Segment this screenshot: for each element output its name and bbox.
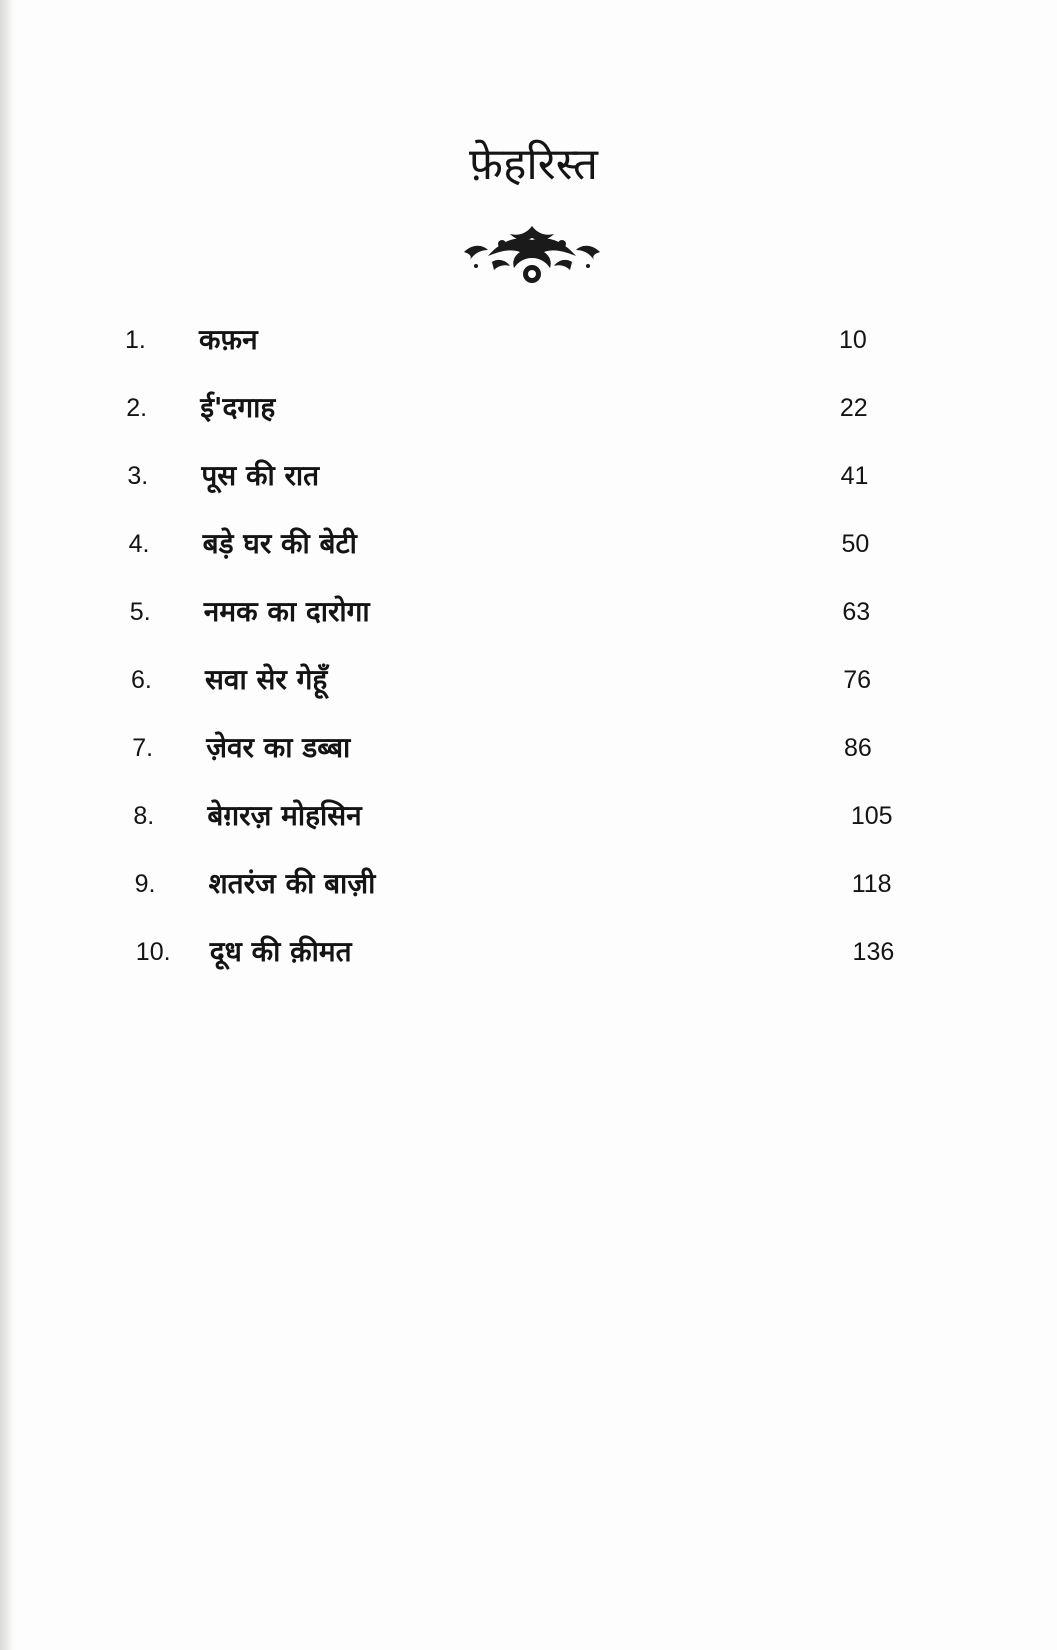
entry-number: 8.	[133, 802, 155, 830]
entry-title: दूध की क़ीमत	[209, 935, 352, 968]
entry-title: बड़े घर की बेटी	[202, 527, 357, 560]
entry-page-number: 136	[852, 938, 895, 966]
entry-number: 6.	[131, 666, 152, 694]
entry-page-number: 22	[839, 394, 868, 422]
entry-number: 3.	[127, 462, 149, 490]
toc-entry	[132, 731, 912, 774]
toc-entry	[125, 323, 905, 366]
entry-title: नमक का दारोगा	[203, 595, 370, 628]
toc-entry	[135, 935, 916, 978]
toc-entry	[133, 799, 913, 842]
entry-page-number: 86	[844, 734, 872, 762]
entry-number: 5.	[129, 598, 151, 626]
page-title: फ़ेहरिस्त	[469, 139, 598, 190]
page-edge-shadow	[0, 0, 14, 1650]
entry-page-number: 10	[839, 326, 867, 354]
entry-number: 1.	[125, 326, 146, 354]
toc-entry	[127, 459, 907, 502]
entry-page-number: 118	[851, 870, 892, 898]
entry-number: 2.	[126, 394, 148, 422]
entry-title: ज़ेवर का डब्बा	[206, 731, 351, 764]
toc-entry	[126, 391, 906, 434]
entry-number: 7.	[132, 734, 154, 762]
toc-entry	[128, 527, 909, 570]
toc-entry	[129, 595, 910, 638]
entry-number: 10.	[135, 938, 171, 966]
entry-page-number: 105	[850, 802, 893, 830]
entry-page-number: 41	[840, 462, 869, 490]
entry-number: 9.	[134, 870, 156, 898]
entry-number: 4.	[128, 530, 150, 558]
entry-page-number: 63	[842, 598, 871, 626]
entry-title: कफ़न	[199, 323, 258, 356]
entry-title: शतरंज की बाज़ी	[208, 867, 376, 900]
entry-title: बेग़रज़ मोहसिन	[207, 799, 362, 832]
entry-page-number: 50	[841, 530, 870, 558]
entry-title: सवा सेर गेहूँ	[205, 663, 328, 696]
toc-entry	[134, 867, 915, 910]
ornament-icon	[462, 222, 602, 290]
entry-title: ई'दगाह	[200, 391, 276, 424]
toc-entry	[131, 663, 911, 706]
entry-page-number: 76	[843, 666, 871, 694]
entry-title: पूस की रात	[201, 459, 320, 492]
